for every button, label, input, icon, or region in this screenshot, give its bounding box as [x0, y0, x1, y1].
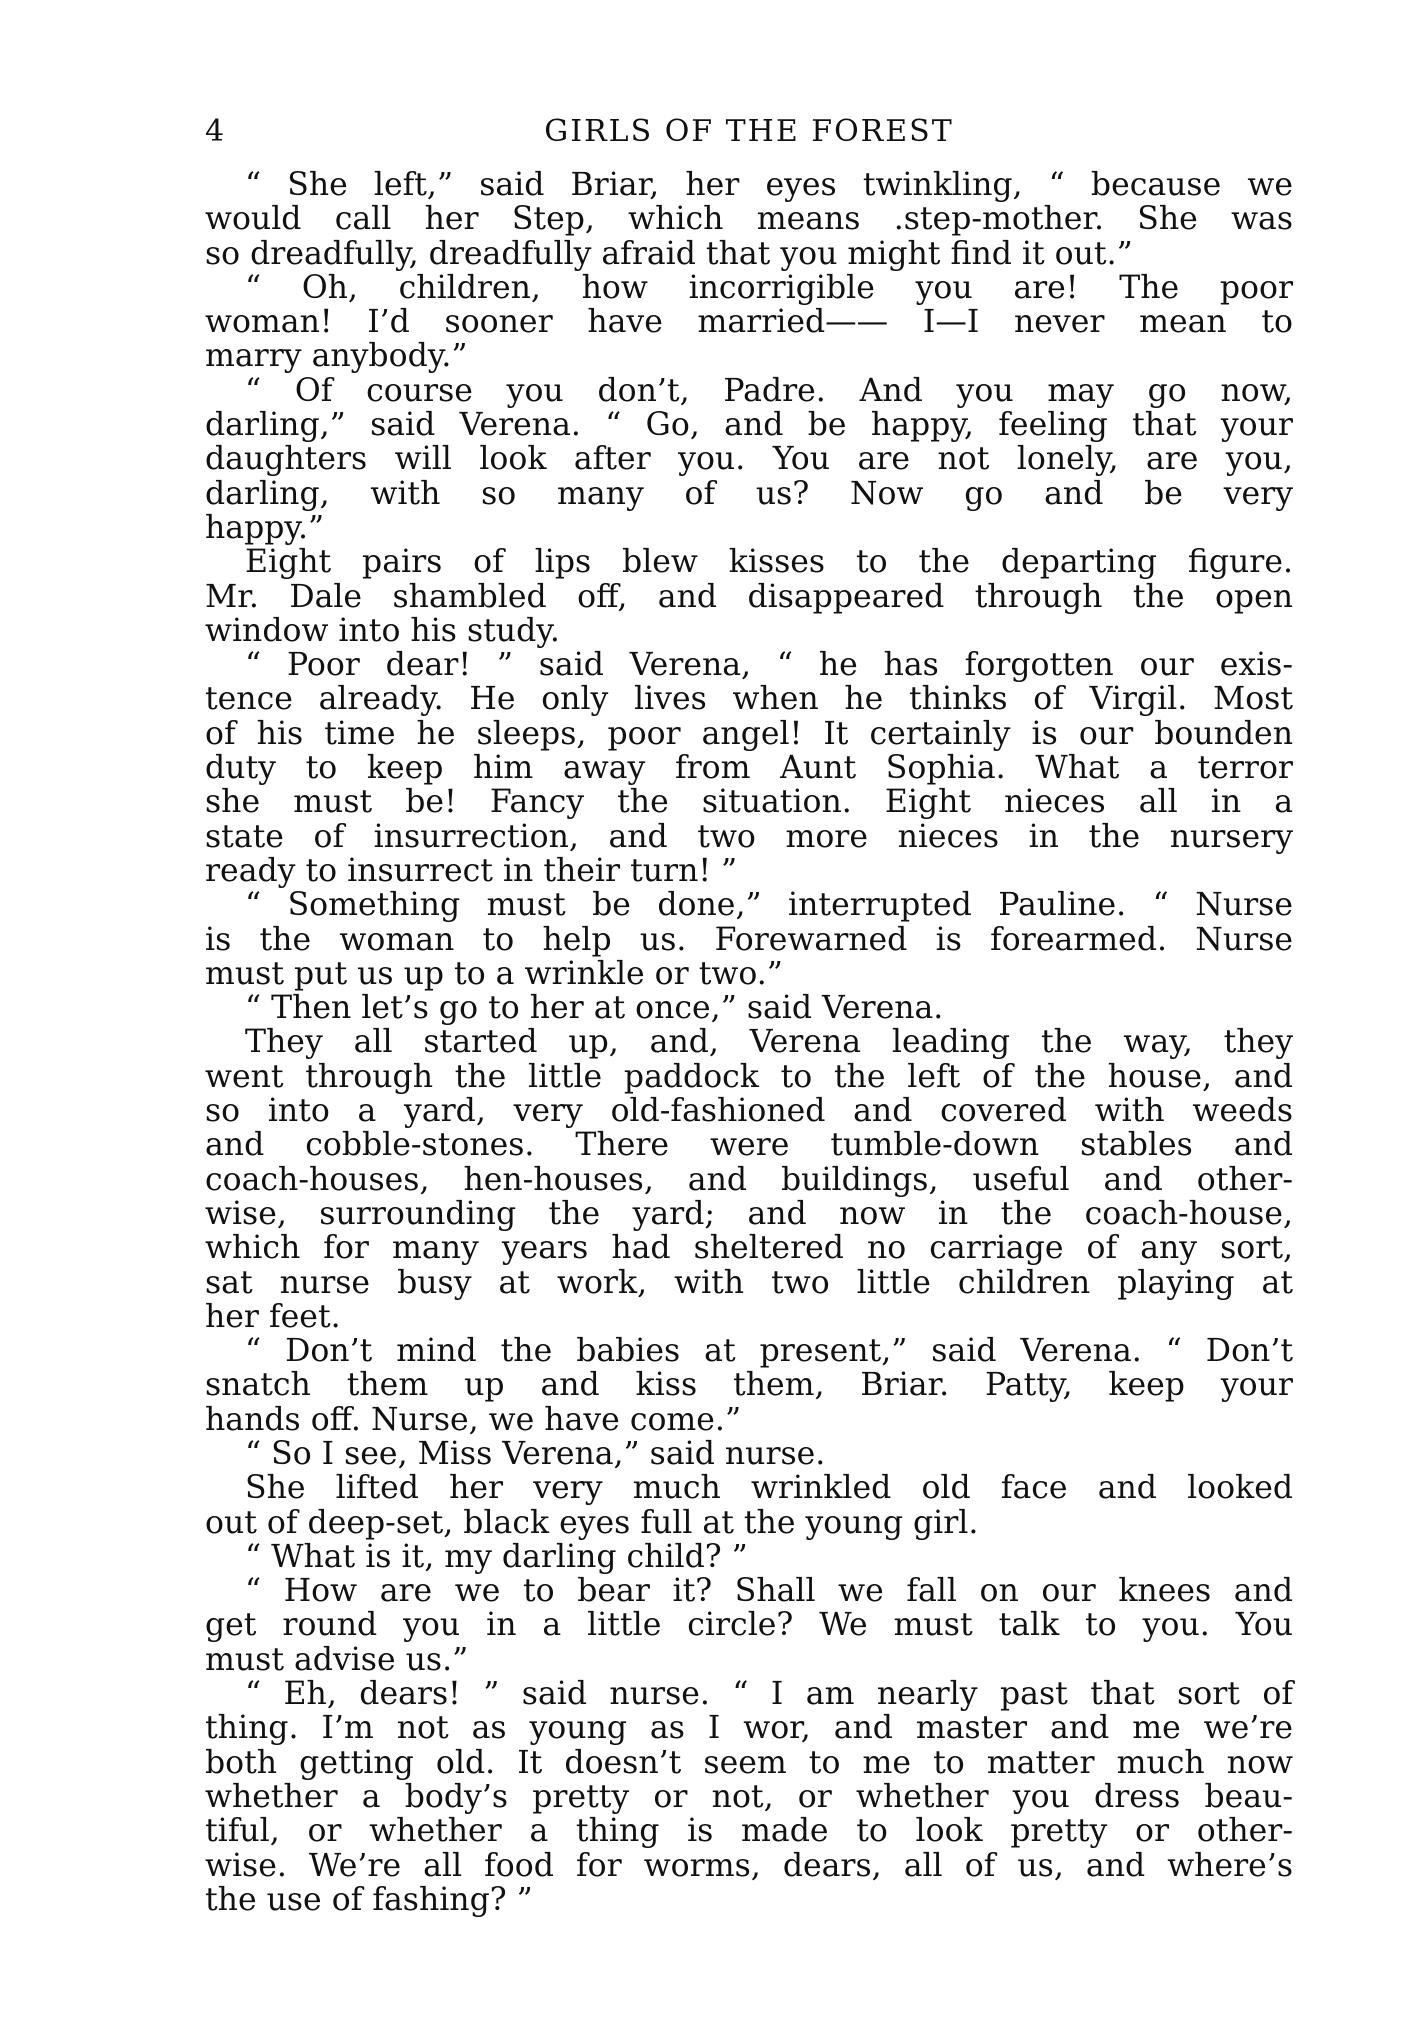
text-line: is the woman to help us. Forewarned is forearmed. Nurse — [205, 921, 1293, 958]
text-line: get round you in a little circle? We must talk to you. You — [205, 1607, 1293, 1644]
text-line: “ Then let’s go to her at once,” said Verena. — [245, 990, 944, 1027]
text-line: the use of fashing? ” — [205, 1881, 533, 1918]
text-line: went through the little paddock to the left of the house, and — [205, 1058, 1293, 1095]
text-line: Eight pairs of lips blew kisses to the departing figure. — [245, 544, 1293, 581]
text-line: window into his study. — [205, 612, 560, 649]
text-line: “ Don’t mind the babies at present,” said Verena. “ Don’t — [245, 1333, 1293, 1370]
text-line: “ Something must be done,” interrupted Pauline. “ Nurse — [245, 887, 1293, 924]
text-line: so dreadfully, dreadfully afraid that you might find it out.” — [205, 235, 1133, 272]
text-line: out of deep-set, black eyes full at the young girl. — [205, 1504, 979, 1541]
text-line: daughters will look after you. You are not lonely, are you, — [205, 441, 1293, 478]
text-line: snatch them up and kiss them, Briar. Patty, keep your — [205, 1367, 1293, 1404]
text-line: “ Eh, dears! ” said nurse. “ I am nearly past that sort of — [245, 1676, 1293, 1713]
text-line: her feet. — [205, 1298, 341, 1335]
text-line: She lifted her very much wrinkled old face and looked — [245, 1470, 1293, 1507]
text-line: ready to insurrect in their turn! ” — [205, 852, 738, 889]
text-line: state of insurrection, and two more nieces in the nursery — [205, 818, 1293, 855]
text-line: Mr. Dale shambled off, and disappeared through the open — [205, 578, 1293, 615]
text-line: duty to keep him away from Aunt Sophia. What a terror — [205, 750, 1293, 787]
running-title: GIRLS OF THE FOREST — [544, 114, 954, 149]
text-line: and cobble-stones. There were tumble-down stables and — [205, 1127, 1293, 1164]
text-line: she must be! Fancy the situation. Eight nieces all in a — [205, 784, 1293, 821]
text-line: darling,” said Verena. “ Go, and be happy, feeling that your — [205, 407, 1293, 444]
text-line: must advise us.” — [205, 1641, 469, 1678]
text-line: “ How are we to bear it? Shall we fall on our knees and — [245, 1573, 1293, 1610]
text-line: They all started up, and, Verena leading the way, they — [245, 1024, 1293, 1061]
text-line: woman! I’d sooner have married—— I—I never mean to — [205, 304, 1293, 341]
text-line: “ What is it, my darling child? ” — [245, 1538, 748, 1575]
text-line: “ She left,” said Briar, her eyes twinkling, “ because we — [245, 167, 1293, 203]
text-line: “ Poor dear! ” said Verena, “ he has forgotten our exis- — [245, 647, 1293, 684]
page-number: 4 — [205, 114, 226, 149]
text-line: must put us up to a wrinkle or two.” — [205, 955, 783, 992]
text-line: wise. We’re all food for worms, dears, all of us, and where’s — [205, 1847, 1293, 1884]
text-line: thing. I’m not as young as I wor, and master and me we’re — [205, 1710, 1293, 1747]
text-line: wise, surrounding the yard; and now in the coach-house, — [205, 1195, 1293, 1232]
text-line: tiful, or whether a thing is made to look pretty or other- — [205, 1813, 1293, 1850]
body-text — [205, 168, 1293, 1917]
text-line: “ Of course you don’t, Padre. And you may go now, — [245, 372, 1293, 409]
text-line: darling, with so many of us? Now go and be very — [205, 475, 1293, 512]
text-line: so into a yard, very old-fashioned and covered with weeds — [205, 1093, 1293, 1130]
text-line: coach-houses, hen-houses, and buildings, useful and other- — [205, 1161, 1293, 1198]
text-line: would call her Step, which means .step-mother. She was — [205, 201, 1293, 238]
text-line: “ So I see, Miss Verena,” said nurse. — [245, 1435, 826, 1472]
text-line: whether a body’s pretty or not, or whether you dress beau- — [205, 1778, 1293, 1815]
text-line: both getting old. It doesn’t seem to me to matter much now — [205, 1744, 1293, 1781]
text-line: sat nurse busy at work, with two little children playing at — [205, 1264, 1293, 1301]
text-line: hands off. Nurse, we have come.” — [205, 1401, 742, 1438]
text-line: “ Oh, children, how incorrigible you are! The poor — [245, 269, 1293, 306]
text-line: happy.” — [205, 509, 325, 546]
text-line: marry anybody.” — [205, 338, 468, 375]
text-line: of his time he sleeps, poor angel! It certainly is our bounden — [205, 715, 1293, 752]
text-line: tence already. He only lives when he thinks of Virgil. Most — [205, 681, 1293, 718]
text-line: which for many years had sheltered no carriage of any sort, — [205, 1230, 1293, 1267]
running-head — [205, 112, 1293, 152]
